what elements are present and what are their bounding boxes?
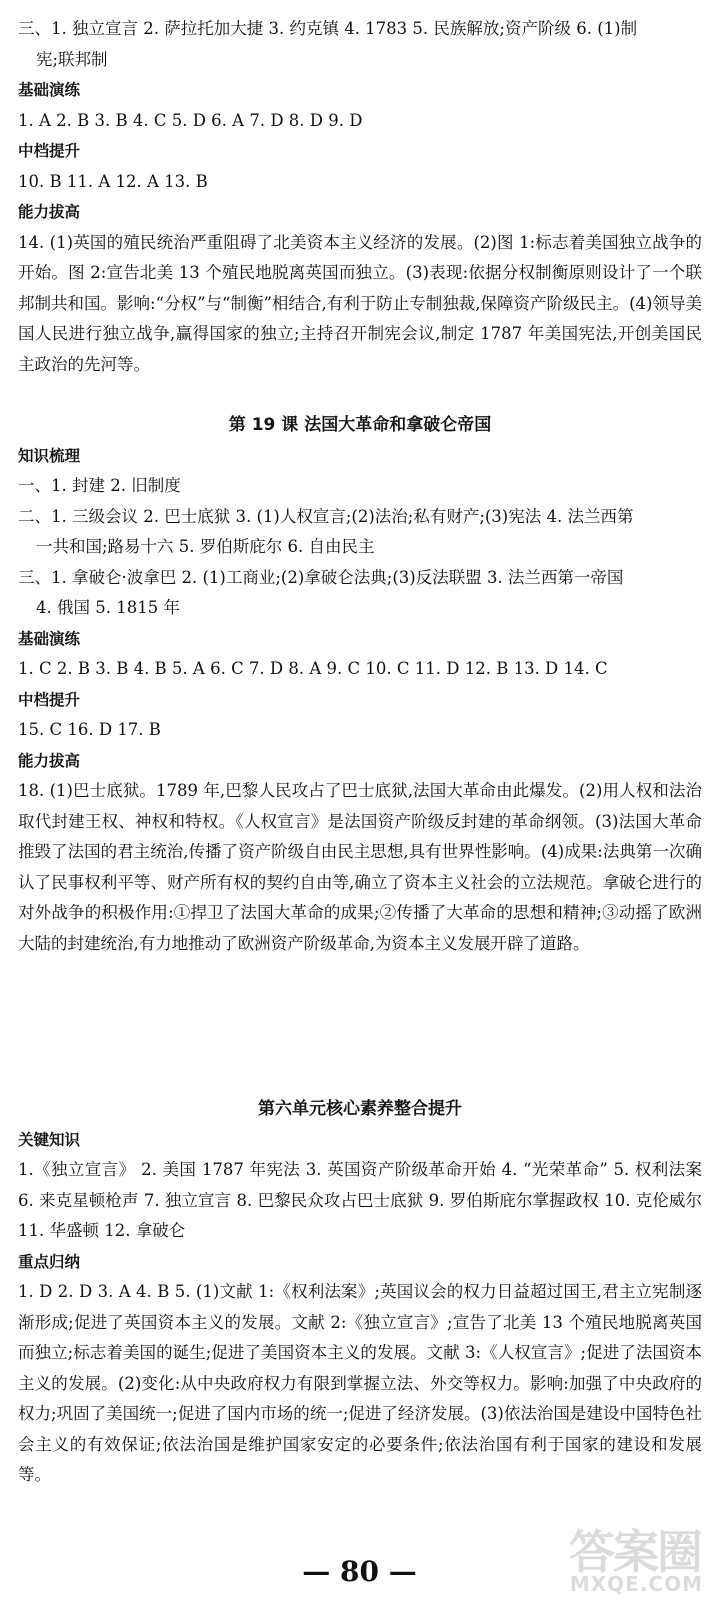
mid-level-heading: 中档提升: [18, 690, 81, 709]
knowledge-item-2b: 一共和国;路易十六 5. 罗伯斯庇尔 6. 自由民主: [36, 537, 375, 556]
watermark-url: MXQE.COM: [569, 1572, 703, 1596]
lesson-19-section: [18, 410, 702, 959]
watermark-logo: 答案圈: [569, 1525, 701, 1579]
unit-6-title: 第六单元核心素养整合提升: [258, 1099, 462, 1119]
knowledge-item-2a: 二、1. 三级会议 2. 巴士底狱 3. (1)人权宣言;(2)法治;私有财产;(3)宪法 4. 法兰西第: [18, 506, 634, 526]
knowledge-line-3a: 三、1. 独立宣言 2. 萨拉托加大捷 3. 约克镇 4. 1783 5. 民族解放;资产阶级 6. (1)制: [18, 19, 638, 38]
focus-summary-heading: 重点归纳: [18, 1252, 81, 1271]
question-18-answer: 18. (1)巴士底狱。1789 年,巴黎人民攻占了巴士底狱,法国大革命由此爆发。(2)用人权和法治取代封建王权、神权和特权。《人权宣言》是法国资产阶级反封建的革命纲领。(3)法国大革命推毁了法国的君主统治,传播了资产阶级自由民主思想,具有世界性影响。(4)成果:法典第一次确认了民事权利平等、财产所有权的契约自由等,确立了资本主义社会的立法规范。拿破仑进行的对外战争的积极作用:①捍卫了法国大革命的成果;②传播了大革命的思想和精神;③动摇了欧洲大陆的封建统治,有力地推动了欧洲资产阶级革命,为资本主义发展开辟了道路。: [18, 781, 702, 953]
ability-heading: 能力拔高: [18, 203, 81, 221]
page-number: — 80 —: [302, 1555, 417, 1588]
ability-heading: 能力拔高: [18, 751, 81, 770]
key-knowledge-answers: 1.《独立宣言》 2. 美国 1787 年宪法 3. 英国资产阶级革命开始 4. “光荣革命” 5. 权利法案 6. 来克星顿枪声 7. 独立宣言 8. 巴黎民众攻占巴士底狱 9. 罗伯斯庇尔掌握政权 10. 克伦威尔 11. 华盛顿 12. 拿破仑: [18, 1160, 702, 1240]
basic-practice-heading: 基础演练: [18, 81, 81, 99]
focus-summary-answers: 1. D 2. D 3. A 4. B 5. (1)文献 1:《权利法案》;英国议会的权力日益超过国王,君主立宪制逐渐形成;促进了英国资本主义的发展。文献 2:《独立宣言》;宣告了北美 13 个殖民地脱离英国而独立;标志着美国的诞生;促进了美国资本主义的发展。文献 3:《人权宣言》;促进了法国资本主义的发展。(2)变化:从中央政府权力有限到掌握立法、外交等权力。影响:加强了中央政府的权力;巩固了美国统一;促进了国内市场的统一;促进了经济发展。(3)依法治国是建设中国特色社会主义的有效保证;依法治国是维护国家安定的必要条件;依法治国有利于国家的建设和发展等。: [18, 1282, 702, 1484]
prev-lesson-section: [18, 14, 702, 380]
knowledge-line-3b: 宪;联邦制: [36, 49, 108, 69]
knowledge-item-3a: 三、1. 拿破仑·波拿巴 2. (1)工商业;(2)拿破仑法典;(3)反法联盟 3. 法兰西第一帝国: [18, 567, 624, 587]
mid-level-answers: 10. B 11. A 12. A 13. B: [18, 171, 208, 191]
knowledge-heading: 知识梳理: [18, 446, 81, 465]
question-14-answer: 14. (1)英国的殖民统治严重阻碍了北美资本主义经济的发展。(2)图 1:标志着美国独立战争的开始。图 2:宣告北美 13 个殖民地脱离英国而独立。(3)表现:依据分权制衡原则设计了一个联邦制共和国。影响:“分权”与“制衡”相结合,有利于防止专制独裁,保障资产阶级民主。(4)领导美国人民进行独立战争,赢得国家的独立;主持召开制宪会议,制定 1787 年美国宪法,开创美国民主政治的先河等。: [18, 232, 702, 374]
mid-level-answers: 15. C 16. D 17. B: [18, 720, 161, 739]
watermark: [521, 1516, 711, 1596]
basic-practice-answers: 1. C 2. B 3. B 4. B 5. A 6. C 7. D 8. A 9. C 10. C 11. D 12. B 13. D 14. C: [18, 659, 608, 678]
key-knowledge-heading: 关键知识: [18, 1130, 81, 1149]
mid-level-heading: 中档提升: [18, 142, 81, 160]
lesson-19-title: 第 19 课 法国大革命和拿破仑帝国: [228, 415, 492, 435]
basic-practice-heading: 基础演练: [18, 629, 81, 648]
knowledge-item-3b: 4. 俄国 5. 1815 年: [36, 598, 180, 617]
knowledge-item-1: 一、1. 封建 2. 旧制度: [18, 476, 181, 495]
unit-6-section: [18, 1094, 702, 1491]
basic-practice-answers: 1. A 2. B 3. B 4. C 5. D 6. A 7. D 8. D 9. D: [18, 110, 363, 130]
